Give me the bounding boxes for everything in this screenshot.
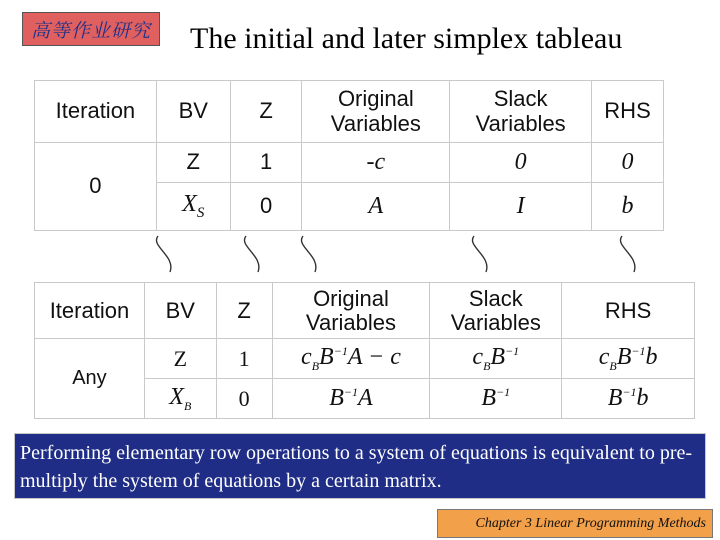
cell-bv-xs: $X_S$ bbox=[156, 183, 230, 231]
squiggle-mark bbox=[472, 236, 486, 272]
course-badge: 高等作业研究 bbox=[22, 12, 160, 46]
header-slack-variables: Slack Variables bbox=[450, 81, 592, 143]
cell-bv-z: Z bbox=[144, 339, 216, 379]
header-z: Z bbox=[216, 283, 272, 339]
cell-slack-row2: $B^{-1}$ bbox=[430, 379, 562, 419]
header-rhs: RHS bbox=[592, 81, 664, 143]
cell-orig-row2: $B^{-1}A$ bbox=[272, 379, 430, 419]
iteration-value: Any bbox=[35, 339, 145, 419]
header-iteration: Iteration bbox=[35, 81, 157, 143]
cell-slack-row1: 0 bbox=[450, 143, 592, 183]
cell-rhs-row1: 0 bbox=[592, 143, 664, 183]
chapter-footer: Chapter 3 Linear Programming Methods bbox=[437, 509, 713, 538]
cell-z-1: 1 bbox=[216, 339, 272, 379]
cell-rhs-row1: $c_BB^{-1}b$ bbox=[562, 339, 695, 379]
squiggle-mark bbox=[156, 236, 170, 272]
cell-bv-z: Z bbox=[156, 143, 230, 183]
squiggle-mark bbox=[301, 236, 315, 272]
cell-rhs-row2: $B^{-1}b$ bbox=[562, 379, 695, 419]
squiggle-mark bbox=[620, 236, 634, 272]
header-original-variables: Original Variables bbox=[302, 81, 450, 143]
header-iteration: Iteration bbox=[35, 283, 145, 339]
squiggle-mark bbox=[244, 236, 258, 272]
omission-squiggles bbox=[0, 232, 720, 276]
header-z: Z bbox=[230, 81, 302, 143]
slide-title: The initial and later simplex tableau bbox=[190, 22, 623, 55]
cell-z-0: 0 bbox=[216, 379, 272, 419]
header-slack-variables: Slack Variables bbox=[430, 283, 562, 339]
header-original-variables: Original Variables bbox=[272, 283, 430, 339]
header-rhs: RHS bbox=[562, 283, 695, 339]
initial-simplex-tableau bbox=[34, 80, 664, 231]
cell-bv-xb: $X_B$ bbox=[144, 379, 216, 419]
iteration-value: 0 bbox=[35, 143, 157, 231]
cell-z-0: 0 bbox=[230, 183, 302, 231]
cell-orig-row1: -c bbox=[302, 143, 450, 183]
later-simplex-tableau bbox=[34, 282, 695, 419]
header-bv: BV bbox=[156, 81, 230, 143]
cell-orig-row2: A bbox=[302, 183, 450, 231]
cell-slack-row1: $c_BB^{-1}$ bbox=[430, 339, 562, 379]
cell-rhs-row2: b bbox=[592, 183, 664, 231]
cell-slack-row2: I bbox=[450, 183, 592, 231]
cell-z-1: 1 bbox=[230, 143, 302, 183]
explanation-note: Performing elementary row operations to a system of equations is equivalent to pre-multiply the system of equations by a certain matrix. bbox=[14, 433, 706, 499]
header-bv: BV bbox=[144, 283, 216, 339]
cell-orig-row1: $c_BB^{-1}A - c$ bbox=[272, 339, 430, 379]
